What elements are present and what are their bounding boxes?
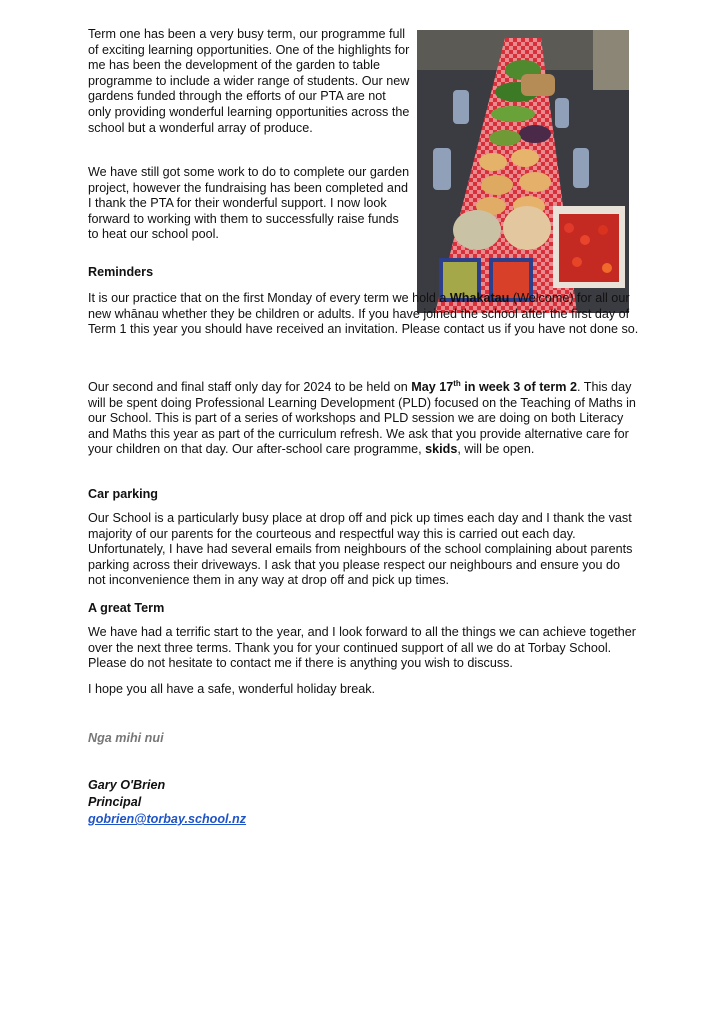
car-parking-paragraph: Our School is a particularly busy place at drop off and pick up times each day and I thank the vast majority of our parents for the courteous and respectful way this is carried out each day. Unfortunately, I have had several emails from neighbours of the school complaining about parents parking across their driveways. I ask that you please respect our neighbours and ensure you do not inconvenience them in any way at drop off and pick up times. [88,511,633,588]
email-link[interactable]: gobrien@torbay.school.nz [88,812,247,826]
intro-paragraph-1: Term one has been a very busy term, our programme full of exciting learning opportunities. One of the highlights for me has been the development of the garden to table programme to include a wider range of students. Our new gardens funded through the efforts of our PTA are not only providing wonderful learning opportunities across the school but a wonderful array of produce. [88,27,410,135]
date-suffix: th [453,378,461,388]
staff-day-date: May 17 [411,380,454,394]
great-term-paragraph: We have had a terrific start to the year, and I look forward to all the things we can achieve together over the next three terms. Thank you for your continued support of all we do at Torbay School. Please do not hesitate to contact me if there is anything you wish to discuss. [88,625,636,671]
holiday-paragraph: I hope you all have a safe, wonderful holiday break. [88,682,376,696]
car-parking-heading: Car parking [88,487,158,501]
reminders-text-a: It is our practice that on the first Monday of every term we hold a [88,291,450,305]
skids-bold: skids [425,442,458,457]
intro-paragraph-2: We have still got some work to do to complete our garden project, however the fundraising has been completed and I thank the PTA for their wonderful support. I now look forward to working with them to successfully raise funds to heat our school pool. [88,165,410,242]
reminders-text-b: (Welcome) for all our new whānau whether they be children or adults. If you have joined the school after the first day of Term 1 this year you should have received an invitation. Please contact us if you have not done so. [88,291,639,337]
email-link-wrapper[interactable] [88,812,246,828]
reminders-paragraph-1 [88,291,640,338]
whakatau-bold: Whakatau [449,291,510,305]
signoff-greeting: Nga mihi nui [88,731,164,745]
staff-day-text-a: Our second and final staff only day for 2024 to be held on [88,380,412,394]
great-term-heading: A great Term [88,601,165,615]
staff-day-week: in week 3 of term 2 [460,380,577,394]
produce-table-photo [417,30,629,313]
reminders-heading: Reminders [88,265,154,279]
signoff-title: Principal [88,795,142,809]
signoff-name: Gary O'Brien [88,778,166,792]
staff-day-text-c: , will be open. [457,442,535,457]
reminders-paragraph-2 [88,380,640,458]
staff-day-text-b: . This day will be spent doing Professional Learning Development (PLD) focused on the Teaching of Maths in our School. This is part of a series of workshops and PLD session we are doing on both Literacy and Maths this year as part of the curriculum refresh. We ask that you provide alternative care for your children on that day. Our after-school care programme, [88,380,636,457]
